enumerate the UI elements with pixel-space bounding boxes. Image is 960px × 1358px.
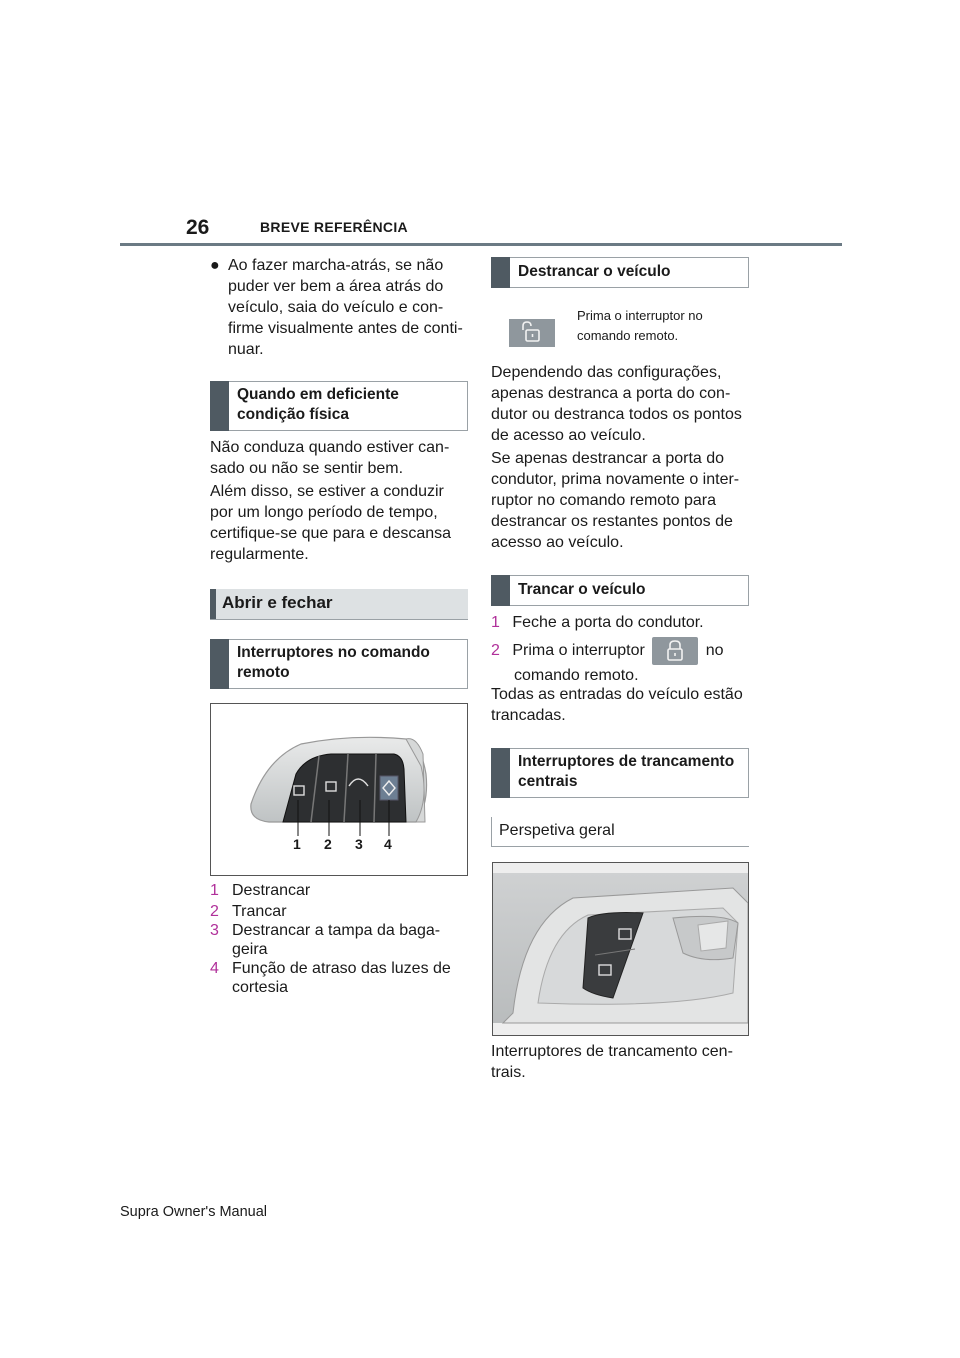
bullet-item [210,255,470,360]
heading-line: Trancar o veículo [518,581,646,598]
legend-item: 1 Destrancar [210,882,311,899]
heading-line: remoto [237,664,290,681]
heading-box-remote-switches [210,639,468,689]
key-label: 3 [355,836,363,852]
key-label: 1 [293,836,301,852]
page-number: 26 [186,216,210,239]
legend-item: 2 Trancar [210,903,287,920]
text-line: firme visualmente antes de conti- [228,320,463,337]
step-1: 1 Feche a porta do condutor. [491,614,704,631]
text-line: regularmente. [210,546,309,563]
unlock-note: Prima o interruptor no comando remoto. [577,308,703,343]
overview-subheading: Perspetiva geral [491,817,749,847]
key-fob-figure [210,703,468,876]
heading-line: condição física [237,406,349,423]
step-2: 2 Prima o interruptor no comando remoto. [491,637,753,686]
heading-line: centrais [518,773,578,790]
paragraph-long-drive [210,481,470,565]
heading-line: Quando em deficiente [237,386,399,403]
heading-line: Interruptores no comando [237,644,430,661]
paragraph-all-locked: Todas as entradas do veículo estão trancadas. [491,686,743,724]
section-heading-open-close [210,589,468,620]
unlock-icon [509,319,555,347]
text-line: Não conduza quando estiver can- [210,439,450,456]
door-panel-illustration [493,863,748,1035]
heading-box-central-lock [491,748,749,798]
text-line: por um longo período de tempo, [210,504,438,521]
header-rule [120,243,842,246]
text-line: Além disso, se estiver a conduzir [210,483,444,500]
central-lock-figure [492,862,749,1036]
paragraph-driver-door: Se apenas destrancar a porta do condutor, prima novamente o inter- ruptor no comando remoto para destrancar os restantes pontos de acesso ao veículo. [491,450,740,551]
text-line: nuar. [228,341,264,358]
text-line: puder ver bem a área atrás do [228,278,444,295]
footer-text: Supra Owner's Manual [120,1204,268,1220]
paragraph-settings: Dependendo das configurações, apenas destranca a porta do con- dutor ou destranca todos os pontos de acesso ao veículo. [491,364,742,444]
paragraph-rest [210,437,470,479]
section-heading-text: Abrir e fechar [222,593,333,612]
heading-line: Interruptores de trancamento [518,753,735,770]
lock-icon [652,637,698,665]
section-title: BREVE REFERÊNCIA [260,219,408,235]
text-line: certifique-se que para e descansa [210,525,452,542]
text-line: Ao fazer marcha-atrás, se não [228,257,444,274]
key-label: 2 [324,836,332,852]
text-line: sado ou não se sentir bem. [210,460,404,477]
heading-box-physical-condition [210,381,468,431]
legend-item: 4 Função de atraso das luzes de cortesia [210,960,451,996]
text-line: veículo, saia do veículo e con- [228,299,444,316]
heading-box-lock [491,575,749,606]
key-label: 4 [384,836,392,852]
key-fob-illustration [211,704,467,875]
heading-box-unlock [491,257,749,288]
figure-caption: Interruptores de trancamento cen- trais. [491,1043,733,1081]
legend-item: 3 Destrancar a tampa da baga- geira [210,922,441,958]
heading-line: Destrancar o veículo [518,263,671,280]
bullet-dot-icon: ● [210,257,220,274]
